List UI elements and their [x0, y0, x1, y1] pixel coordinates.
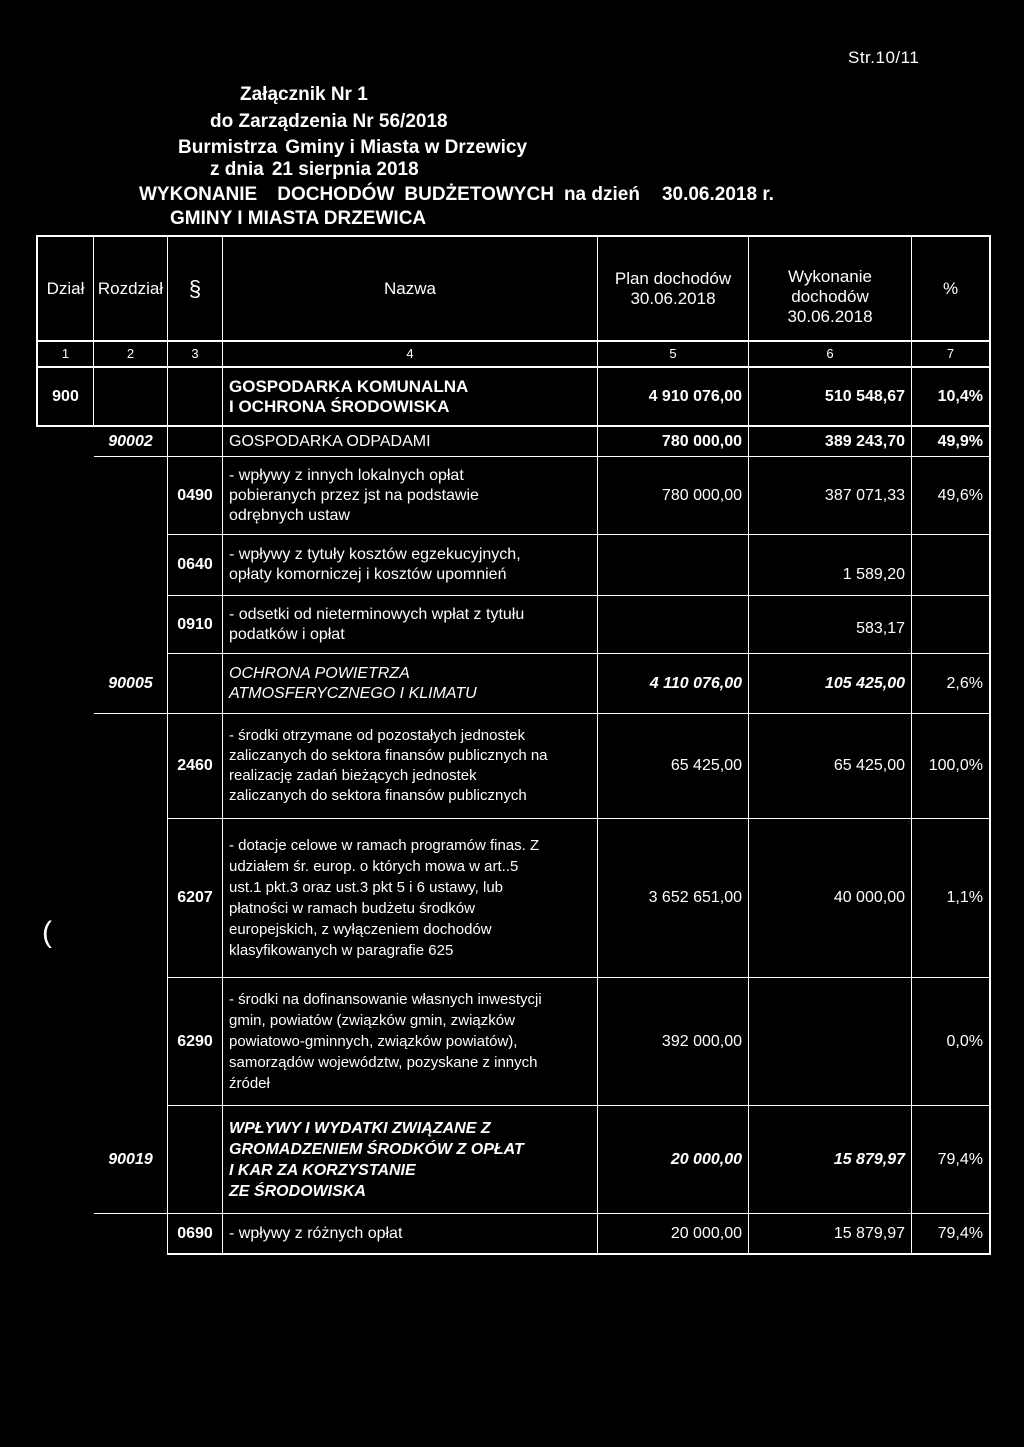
- row-0690-wykonanie: 15 879,97: [833, 1224, 905, 1242]
- row-2460-paragraf: 2460: [177, 757, 213, 774]
- header-municipality: GMINY I MIASTA DRZEWICA: [170, 208, 427, 229]
- row-900-nazwa-line2: I OCHRONA ŚRODOWISKA: [229, 396, 450, 416]
- row-90019-wykonanie: 15 879,97: [833, 1150, 905, 1168]
- header-issuer: [178, 137, 527, 158]
- header-date-value: 21 sierpnia 2018: [271, 159, 419, 180]
- row-900-plan: 4 910 076,00: [648, 387, 742, 405]
- row-0690-paragraf: 0690: [177, 1224, 213, 1242]
- colnum-3: 3: [191, 346, 199, 361]
- row-90019-rozdzial: 90019: [108, 1150, 153, 1168]
- row-6290-wykonanie: [749, 978, 911, 1105]
- row-90005-wykonanie: 105 425,00: [824, 674, 905, 692]
- colhead-paragraf: §: [188, 275, 202, 301]
- colhead-rozdzial: Rozdział: [97, 278, 164, 298]
- row-900-nazwa: [223, 368, 597, 425]
- colhead-wykonanie: [749, 237, 911, 340]
- colnum-2: 2: [126, 346, 135, 361]
- row-6207-paragraf: 6207: [177, 889, 213, 906]
- row-6290-nazwa-line4: samorządów województw, pozyskane z innych: [229, 1054, 538, 1071]
- row-900-dzial: 900: [52, 387, 79, 405]
- table-border-bottom: [168, 1253, 991, 1255]
- header-report-date: 30.06.2018 r.: [661, 184, 774, 205]
- row-6207-nazwa-line2: udziałem śr. europ. o których mowa w art..5: [229, 858, 519, 875]
- colhead-plan: [598, 237, 748, 340]
- row-90002-rozdzial: 90002: [108, 432, 153, 450]
- colhead-plan-line2: 30.06.2018: [630, 288, 716, 308]
- row-6290-nazwa: [223, 978, 597, 1105]
- row-90002-procent: 49,9%: [937, 432, 983, 450]
- colnum-5: 5: [669, 346, 677, 361]
- row-6207-nazwa-line3: ust.1 pkt.3 oraz ust.3 pkt 5 i 6 ustawy, lub: [229, 879, 504, 896]
- row-0690-procent: 79,4%: [937, 1224, 983, 1242]
- row-90019-nazwa-line1: WPŁYWY I WYDATKI ZWIĄZANE Z: [229, 1119, 491, 1137]
- row-90002-nazwa: GOSPODARKA ODPADAMI: [229, 432, 431, 450]
- colnum-6: 6: [826, 346, 834, 361]
- row-6290-nazwa-line3: powiatowo-gminnych, związków powiatów),: [229, 1033, 518, 1050]
- header-issuer-title: Burmistrza: [178, 137, 278, 158]
- colhead-nazwa: Nazwa: [384, 278, 436, 298]
- row-6207-procent: 1,1%: [946, 889, 983, 906]
- colnum-4: 4: [406, 346, 414, 361]
- row-6207-nazwa-line6: klasyfikowanych w paragrafie 625: [229, 942, 454, 959]
- row-0910-procent: [912, 596, 989, 653]
- row-90005-nazwa-line1: OCHRONA POWIETRZA: [229, 664, 410, 682]
- row-0490-plan: 780 000,00: [661, 486, 742, 504]
- header-report-word2: DOCHODÓW: [277, 184, 395, 205]
- row-0910-paragraf: 0910: [177, 615, 213, 633]
- row-2460-plan: 65 425,00: [670, 757, 742, 774]
- colnum-7: 7: [946, 346, 955, 361]
- row-2460-procent: 100,0%: [928, 757, 983, 774]
- row-0640-nazwa-line2: opłaty komorniczej i kosztów upomnień: [229, 566, 507, 583]
- row-6290-plan: 392 000,00: [661, 1032, 742, 1050]
- row-90005-procent: 2,6%: [946, 674, 983, 692]
- row-0910-nazwa: [223, 596, 597, 653]
- row-2460-wykonanie: 65 425,00: [833, 757, 905, 774]
- row-90019-nazwa-line3: I KAR ZA KORZYSTANIE: [229, 1161, 416, 1179]
- header-report-word1: WYKONANIE: [139, 184, 258, 205]
- row-0910-nazwa-line2: podatków i opłat: [229, 625, 345, 643]
- row-90019-nazwa: [223, 1106, 597, 1213]
- row-90019-procent: 79,4%: [937, 1150, 983, 1168]
- row-0490-nazwa-line2: pobieranych przez jst na podstawie: [229, 486, 479, 504]
- row-6207-wykonanie: 40 000,00: [833, 889, 905, 906]
- row-0690-plan: 20 000,00: [670, 1224, 742, 1242]
- row-6290-nazwa-line2: gmin, powiatów (związków gmin, związków: [229, 1012, 515, 1029]
- row-0640-nazwa: [223, 535, 597, 595]
- row-0490-procent: 49,6%: [937, 486, 983, 504]
- row-0640-plan: [598, 535, 748, 595]
- row-0640-wykonanie: 1 589,20: [842, 566, 905, 583]
- row-0490-nazwa-line3: odrębnych ustaw: [229, 506, 350, 524]
- row-90005-nazwa: [223, 654, 597, 713]
- colhead-wykonanie-line2: dochodów: [791, 286, 869, 306]
- row-90005-plan: 4 110 076,00: [649, 674, 742, 692]
- table-border-right: [989, 235, 991, 1255]
- row-0490-paragraf: 0490: [177, 486, 213, 504]
- page-number: Str.10/11: [848, 48, 920, 67]
- colhead-wykonanie-line1: Wykonanie: [788, 266, 872, 286]
- row-6290-nazwa-line1: - środki na dofinansowanie własnych inwestycji: [229, 991, 542, 1008]
- row-0910-plan: [598, 596, 748, 653]
- row-6290-paragraf: 6290: [177, 1032, 213, 1050]
- row-0490-wykonanie: 387 071,33: [824, 486, 905, 504]
- row-2460-nazwa-line3: realizację zadań bieżących jednostek: [229, 767, 477, 784]
- row-6290-procent: 0,0%: [946, 1032, 983, 1050]
- row-90005-rozdzial: 90005: [108, 674, 153, 692]
- margin-bracket-mark: (: [42, 916, 52, 949]
- header-report-word4: na dzień: [563, 184, 640, 205]
- row-2460-nazwa: [223, 714, 597, 818]
- header-date-label: z dnia: [210, 159, 264, 180]
- header-issuer-name: Gminy i Miasta w Drzewicy: [285, 137, 528, 158]
- row-0910-wykonanie: 583,17: [856, 619, 905, 637]
- row-2460-nazwa-line2: zaliczanych do sektora finansów publicznych na: [229, 747, 548, 764]
- header-report-word3: BUDŻETOWYCH: [404, 184, 554, 205]
- row-90002-wykonanie: 389 243,70: [824, 432, 905, 450]
- row-900-wykonanie: 510 548,67: [824, 387, 905, 405]
- row-6207-nazwa-line4: płatności w ramach budżetu środków: [229, 900, 475, 917]
- colhead-dzial: Dział: [46, 278, 85, 298]
- row-0640-paragraf: 0640: [177, 556, 213, 573]
- row-0640-nazwa-line1: - wpływy z tytuły kosztów egzekucyjnych,: [229, 546, 521, 563]
- row-0690-nazwa: - wpływy z różnych opłat: [229, 1224, 403, 1242]
- header-ordinance-number: do Zarządzenia Nr 56/2018: [210, 111, 448, 132]
- row-2460-nazwa-line4: zaliczanych do sektora finansów publicznych: [229, 787, 527, 804]
- row-90019-nazwa-line4: ZE ŚRODOWISKA: [229, 1182, 366, 1200]
- row-0490-nazwa: [223, 457, 597, 534]
- row-6290-nazwa-line5: źródeł: [229, 1075, 270, 1092]
- header-report-title: [139, 184, 774, 205]
- row-900-nazwa-line1: GOSPODARKA KOMUNALNA: [229, 376, 469, 396]
- header-date: [210, 159, 419, 180]
- row-6207-nazwa: [223, 819, 597, 977]
- row-90019-nazwa-line2: GROMADZENIEM ŚRODKÓW Z OPŁAT: [229, 1140, 524, 1158]
- row-90002-plan: 780 000,00: [661, 432, 742, 450]
- colhead-wykonanie-line3: 30.06.2018: [787, 306, 873, 326]
- row-90005-nazwa-line2: ATMOSFERYCZNEGO I KLIMATU: [229, 684, 477, 702]
- colhead-plan-line1: Plan dochodów: [614, 268, 732, 288]
- colhead-procent: %: [942, 278, 959, 298]
- row-0640-procent: [912, 535, 989, 595]
- row-90019-plan: 20 000,00: [670, 1150, 742, 1168]
- row-6207-nazwa-line1: - dotacje celowe w ramach programów finas. Z: [229, 837, 540, 854]
- row-900-procent: 10,4%: [937, 387, 983, 405]
- colnum-1: 1: [61, 346, 70, 361]
- row-2460-nazwa-line1: - środki otrzymane od pozostałych jednostek: [229, 727, 525, 744]
- header-attachment-title: Załącznik Nr 1: [240, 84, 368, 105]
- row-6207-plan: 3 652 651,00: [648, 889, 742, 906]
- row-6207-nazwa-line5: europejskich, z wyłączeniem dochodów: [229, 921, 492, 938]
- row-0490-nazwa-line1: - wpływy z innych lokalnych opłat: [229, 466, 464, 484]
- row-0910-nazwa-line1: - odsetki od nieterminowych wpłat z tytułu: [229, 605, 525, 623]
